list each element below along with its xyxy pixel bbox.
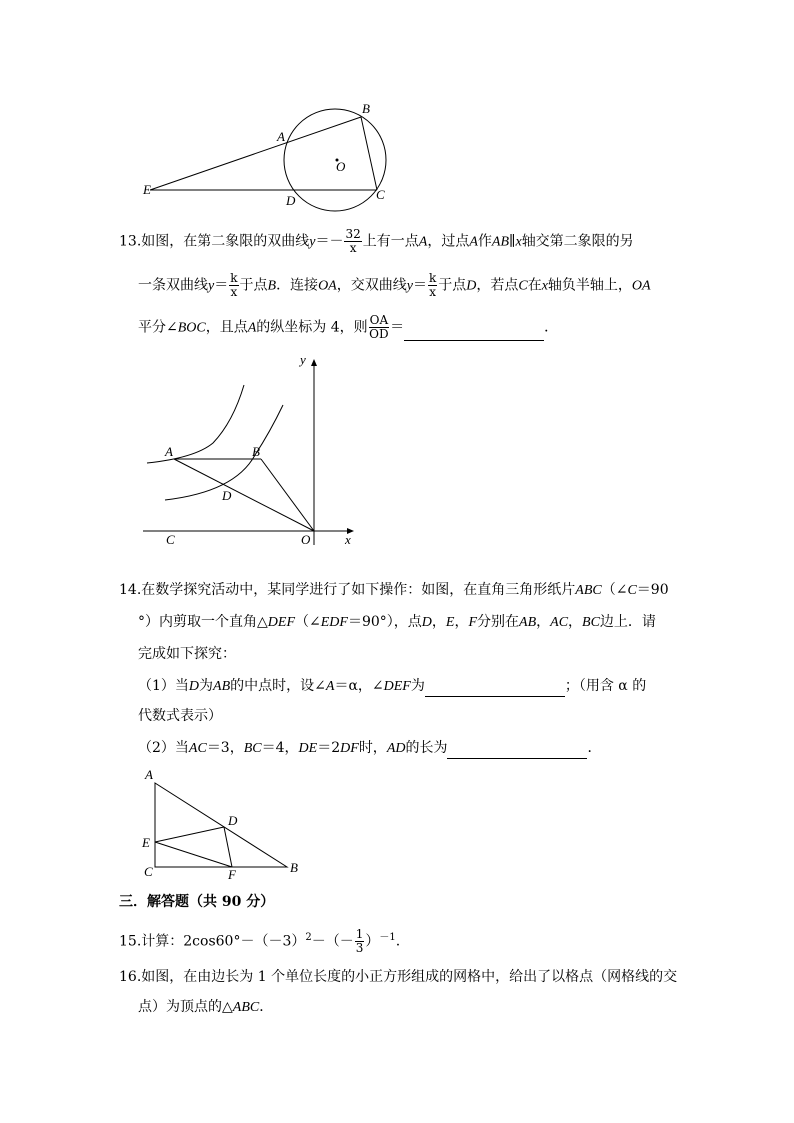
label-y: y bbox=[300, 352, 306, 367]
hyperbola-figure bbox=[135, 350, 365, 550]
label-d: D bbox=[286, 193, 296, 208]
q14-text: （∠ bbox=[601, 582, 628, 598]
q13-text: ＝ bbox=[214, 277, 229, 294]
q16-text: ． bbox=[259, 999, 274, 1015]
label-b: B bbox=[362, 101, 370, 116]
q14-text: ＝90 bbox=[636, 582, 669, 598]
segment-bo bbox=[261, 459, 314, 531]
label-o: O bbox=[301, 532, 311, 547]
q13-text: 上有一点 bbox=[362, 233, 419, 250]
q14-var: D bbox=[421, 615, 432, 630]
q14-var: AD bbox=[386, 741, 406, 756]
q14-line2 bbox=[138, 612, 656, 633]
label-f: F bbox=[228, 867, 236, 882]
q13-text: ＝ bbox=[412, 277, 427, 294]
q13-text: ＝ bbox=[390, 319, 405, 336]
label-c: C bbox=[376, 187, 385, 202]
q14-text: ， bbox=[536, 614, 551, 630]
label-x: x bbox=[345, 532, 351, 547]
q13-var: A bbox=[418, 234, 428, 250]
label-d: D bbox=[228, 813, 238, 828]
q13-text: 如图，在第二象限的双曲线 bbox=[141, 233, 310, 250]
q13-text: 平分∠ bbox=[138, 319, 178, 336]
q14-text: 时， bbox=[358, 740, 387, 756]
q13-text: ．连接 bbox=[276, 277, 319, 294]
label-a: A bbox=[145, 767, 153, 782]
q14-text: 分别在 bbox=[477, 614, 520, 630]
q13-line1 bbox=[119, 228, 634, 255]
q15-number: 15. bbox=[119, 933, 142, 950]
q13-var: A bbox=[247, 320, 257, 336]
q13-var: B bbox=[267, 278, 277, 294]
hyperbola-outer bbox=[147, 385, 244, 463]
q15-sup: －1 bbox=[379, 932, 396, 943]
q13-text: ，交双曲线 bbox=[336, 277, 407, 294]
q14-text: °）内剪取一个直角△ bbox=[138, 614, 268, 630]
frac-den: x bbox=[349, 241, 357, 255]
q13-fraction-oa-od bbox=[369, 314, 390, 341]
q14-text: ， bbox=[431, 614, 446, 630]
q13-text: 于点 bbox=[438, 277, 467, 294]
frac-den: x bbox=[429, 285, 436, 299]
q13-var: A bbox=[469, 234, 478, 250]
label-d: D bbox=[222, 488, 232, 503]
q14-text: （1）当 bbox=[138, 678, 189, 694]
q15-line bbox=[119, 928, 400, 955]
q13-fraction-32-x bbox=[344, 228, 361, 255]
q13-fraction-k-x bbox=[229, 272, 238, 299]
q13-text: 一条双曲线 bbox=[138, 277, 208, 294]
q13-text: 在 bbox=[527, 277, 542, 294]
label-o: O bbox=[336, 159, 346, 174]
q13-line3 bbox=[138, 314, 558, 341]
q14-var: ABC bbox=[575, 583, 602, 598]
section-title bbox=[119, 892, 274, 912]
frac-num: k bbox=[230, 271, 238, 285]
q15-text: . bbox=[395, 933, 401, 950]
q14-text: ＝90°），点 bbox=[347, 614, 422, 630]
q14-var: DE bbox=[298, 741, 318, 756]
q14-var: DEF bbox=[267, 615, 295, 630]
q14-text: 代数式表示） bbox=[138, 708, 222, 724]
q15-sup: 2 bbox=[305, 932, 312, 943]
q13-line2 bbox=[138, 272, 651, 299]
q16-line1 bbox=[119, 967, 677, 987]
segment-df bbox=[224, 827, 232, 867]
q14-text: ， bbox=[568, 614, 583, 630]
q14-part1-answer-blank[interactable] bbox=[425, 682, 565, 697]
q13-answer-blank[interactable] bbox=[404, 326, 544, 341]
q14-text: ＝2 bbox=[317, 740, 341, 756]
hyperbola-inner bbox=[165, 405, 283, 500]
q13-text: 轴负半轴上， bbox=[547, 277, 632, 294]
q13-var: C bbox=[518, 278, 528, 294]
q16-text: 点）为顶点的△ bbox=[138, 999, 233, 1015]
q14-var: A bbox=[325, 679, 335, 694]
q13-var: BOC bbox=[177, 320, 206, 336]
q13-number: 13. bbox=[119, 233, 142, 250]
label-e: E bbox=[142, 835, 150, 850]
segment-ed bbox=[155, 827, 224, 842]
q14-number: 14. bbox=[119, 582, 142, 598]
q14-var: BC bbox=[243, 741, 262, 756]
q14-text: 边上．请 bbox=[599, 614, 656, 630]
q14-part1-cont bbox=[138, 706, 222, 726]
q13-text: ，且点 bbox=[205, 319, 248, 336]
q14-var: AC bbox=[550, 615, 569, 630]
q13-var: OA bbox=[318, 278, 337, 294]
q14-text: ． bbox=[587, 740, 602, 756]
q15-fraction bbox=[355, 928, 365, 955]
segment-eb bbox=[150, 117, 361, 190]
q14-text: （∠ bbox=[295, 614, 321, 630]
triangle-abc bbox=[155, 783, 287, 867]
circle-figure bbox=[135, 95, 405, 220]
q13-text: 于点 bbox=[239, 277, 268, 294]
q14-text: 为 bbox=[199, 678, 214, 694]
q14-text: ， bbox=[454, 614, 469, 630]
label-b: B bbox=[252, 444, 260, 459]
q14-text: 的中点时，设∠ bbox=[230, 678, 326, 694]
q13-text: 的纵坐标为 4，则 bbox=[256, 319, 368, 336]
q14-var: D bbox=[188, 679, 200, 694]
q14-line1 bbox=[119, 580, 669, 601]
q13-fraction-k-x-2 bbox=[428, 272, 437, 299]
q13-var: y bbox=[406, 278, 413, 294]
q13-text: ，过点 bbox=[427, 233, 470, 250]
q13-text: ． bbox=[544, 319, 559, 336]
q14-var: F bbox=[468, 615, 478, 630]
frac-den: x bbox=[230, 285, 238, 299]
label-c: C bbox=[166, 532, 175, 547]
frac-num: 32 bbox=[345, 227, 361, 241]
q14-text: ＝4， bbox=[261, 740, 299, 756]
q13-var: AB bbox=[491, 234, 509, 250]
q14-text: 的长为 bbox=[405, 740, 448, 756]
frac-num: k bbox=[428, 271, 437, 285]
label-c: C bbox=[144, 864, 153, 879]
q14-var: C bbox=[627, 583, 637, 598]
frac-den: 3 bbox=[355, 941, 364, 956]
q16-number: 16. bbox=[119, 969, 142, 985]
label-b: B bbox=[290, 860, 298, 875]
q13-var: y bbox=[208, 278, 215, 294]
q14-var: E bbox=[445, 615, 455, 630]
q14-var: DF bbox=[340, 741, 359, 756]
q14-var: AC bbox=[188, 741, 207, 756]
q13-text: ∥ bbox=[509, 233, 516, 250]
q14-line3 bbox=[138, 644, 236, 664]
q16-text: 如图，在由边长为 1 个单位长度的小正方形组成的网格中，给出了以格点（网格线的交 bbox=[141, 969, 678, 985]
q15-text: －（－ bbox=[311, 933, 354, 950]
q15-text: 计算：2cos60°－（－3） bbox=[141, 933, 306, 950]
q14-text: ＝3， bbox=[206, 740, 244, 756]
frac-num: 1 bbox=[355, 927, 364, 942]
q14-text: 完成如下探究： bbox=[138, 646, 236, 662]
q13-var: OA bbox=[631, 278, 651, 294]
q14-text: （2）当 bbox=[138, 740, 189, 756]
label-a: A bbox=[165, 444, 173, 459]
q13-var: y bbox=[309, 234, 316, 250]
q13-text: ，若点 bbox=[476, 277, 519, 294]
q14-part2-answer-blank[interactable] bbox=[447, 744, 587, 759]
q13-var: D bbox=[466, 278, 477, 294]
label-e: E bbox=[143, 182, 151, 197]
q16-line2 bbox=[138, 997, 273, 1018]
q15-text: ） bbox=[365, 933, 380, 950]
q13-text: ＝－ bbox=[315, 233, 344, 250]
q13-var: x bbox=[541, 278, 548, 294]
q14-var: AB bbox=[213, 679, 231, 694]
q14-var: EDF bbox=[320, 615, 348, 630]
q14-text: 在数学探究活动中，某同学进行了如下操作：如图，在直角三角形纸片 bbox=[141, 582, 576, 598]
q14-part2 bbox=[138, 738, 601, 759]
q13-var: x bbox=[515, 234, 522, 250]
q14-var: DEF bbox=[383, 679, 411, 694]
q14-var: BC bbox=[582, 615, 600, 630]
q14-text: ；（用含 α 的 bbox=[564, 678, 647, 694]
frac-den: OD bbox=[369, 327, 389, 341]
segment-ef bbox=[155, 842, 232, 867]
frac-num: OA bbox=[369, 313, 389, 327]
q13-text: 轴交第二象限的另 bbox=[521, 233, 634, 250]
q14-var: AB bbox=[519, 615, 537, 630]
q16-var: ABC bbox=[232, 1000, 260, 1015]
triangle-figure bbox=[135, 765, 310, 883]
label-a: A bbox=[277, 129, 285, 144]
q14-text: 为 bbox=[410, 678, 425, 694]
q14-part1 bbox=[138, 676, 646, 697]
q14-text: ＝α，∠ bbox=[334, 678, 384, 694]
section-title-text: 三．解答题（共 90 分） bbox=[119, 894, 275, 910]
q13-text: 作 bbox=[477, 233, 492, 250]
